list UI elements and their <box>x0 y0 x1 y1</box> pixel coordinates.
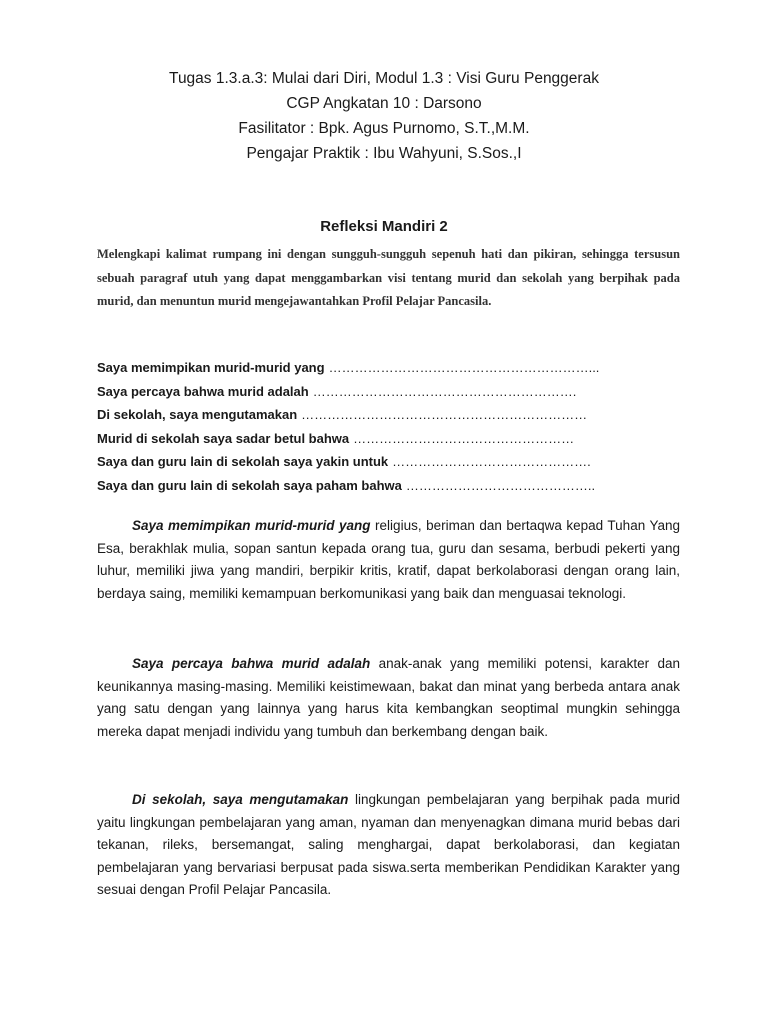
sentence-prompts <box>97 356 680 497</box>
answer-paragraph-belief <box>97 653 680 743</box>
header-facilitator-line: Fasilitator : Bpk. Agus Purnomo, S.T.,M.M. <box>238 120 530 137</box>
prompt-blank: …………………………………….. <box>405 477 596 493</box>
prompt-label: Saya dan guru lain di sekolah saya yakin untuk <box>97 454 389 469</box>
paragraph-text: lingkungan pembelajaran yang berpihak pada murid yaitu lingkungan pembelajaran yang aman, nyaman dan menyenagkan dimana murid bebas dari tekanan, rileks, bersemangat, saling menghargai, dapat berkolaborasi, dan kegiatan pembelajaran yang bervariasi berpusat pada siswa.serta memberikan Pendidikan Karakter yang sesuai dengan Profil Pelajar Pancasila. <box>97 792 680 898</box>
prompt-line <box>97 474 680 498</box>
prompt-label: Di sekolah, saya mengutamakan <box>97 407 298 422</box>
prompt-blank: …………………………………………… <box>353 430 575 446</box>
prompt-line <box>97 427 680 451</box>
prompt-blank: ………………………………………. <box>392 454 591 469</box>
paragraph-lead: Di sekolah, saya mengutamakan <box>132 792 349 807</box>
paragraph-lead: Saya memimpikan murid-murid yang <box>132 518 371 533</box>
prompt-line <box>97 380 680 404</box>
prompt-line <box>97 403 680 427</box>
answer-paragraph-students <box>97 515 680 605</box>
prompt-line <box>97 356 680 380</box>
prompt-label: Saya dan guru lain di sekolah saya paham bahwa <box>97 477 402 493</box>
header-practice-teacher-line: Pengajar Praktik : Ibu Wahyuni, S.Sos.,I <box>246 145 522 162</box>
paragraph-text: anak-anak yang memiliki potensi, karakter dan keunikannya masing-masing. Memiliki keistimewaan, bakat dan minat yang berbeda antara anak yang satu dengan yang lainnya yang harus kita kembangkan seoptimal mungkin sehingga mereka dapat menjadi individu yang tumbuh dan berkembang dengan baik. <box>97 656 680 739</box>
document-header <box>0 66 768 166</box>
section-title: Refleksi Mandiri 2 <box>320 218 448 235</box>
prompt-label: Saya memimpikan murid-murid yang <box>97 360 325 375</box>
answer-paragraph-priority <box>97 789 680 902</box>
prompt-blank: ……………………………………………………. <box>312 383 577 399</box>
prompt-blank: ………………………………………………………… <box>301 407 588 422</box>
prompt-blank: ……………………………………………………... <box>328 360 600 375</box>
prompt-label: Saya percaya bahwa murid adalah <box>97 383 309 399</box>
prompt-label: Murid di sekolah saya sadar betul bahwa <box>97 430 350 446</box>
paragraph-lead: Saya percaya bahwa murid adalah <box>132 656 371 671</box>
instructions-paragraph: Melengkapi kalimat rumpang ini dengan sungguh-sungguh sepenuh hati dan pikiran, sehingga tersusun sebuah paragraf utuh yang dapat menggambarkan visi tentang murid dan sekolah yang berpihak pada murid, dan menuntun murid mengejawantahkan Profil Pelajar Pancasila. <box>97 247 680 308</box>
header-cgp-line: CGP Angkatan 10 : Darsono <box>286 95 482 112</box>
header-task-line: Tugas 1.3.a.3: Mulai dari Diri, Modul 1.3 : Visi Guru Penggerak <box>169 70 599 87</box>
prompt-line <box>97 450 680 474</box>
paragraph-text: religius, beriman dan bertaqwa kepad Tuhan Yang Esa, berakhlak mulia, sopan santun kepada orang tua, guru dan sesama, berbudi pekerti yang luhur, memiliki jiwa yang mandiri, berpikir kritis, kratif, dapat berkolaborasi dengan orang lain, berdaya saing, memiliki kemampuan berkomunikasi yang baik dan menguasai teknologi. <box>97 518 680 601</box>
